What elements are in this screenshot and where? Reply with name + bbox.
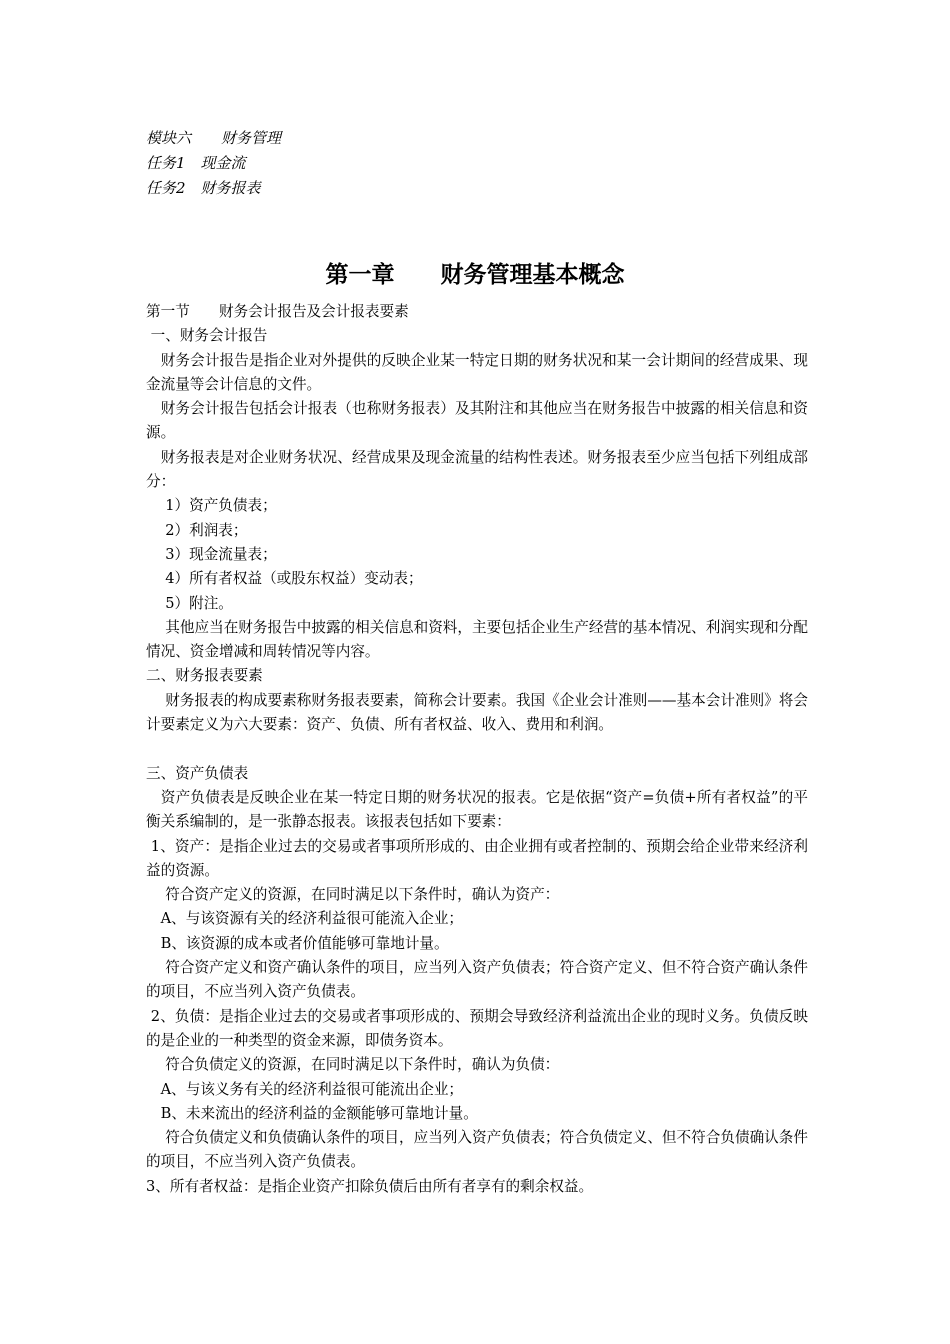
paragraph: 符合负债定义的资源，在同时满足以下条件时，确认为负债： [146,1056,560,1074]
body-text [146,300,808,1199]
paragraph: 财务会计报告包括会计报表（也称财务报表）及其附注和其他应当在财务报告中披露的相关信息和资源。 [146,400,808,442]
chapter-title: 第一章 财务管理基本概念 [325,262,625,288]
paragraph: 5）附注。 [146,594,233,612]
paragraph: 1、资产：是指企业过去的交易或者事项所形成的、由企业拥有或者控制的、预期会给企业带来经济利益的资源。 [146,837,809,879]
task-2-title: 任务2 财务报表 [146,179,261,197]
paragraph: 2、负债：是指企业过去的交易或者事项形成的、预期会导致经济利益流出企业的现时义务。负债反映的是企业的一种类型的资金来源，即债务资本。 [146,1007,809,1049]
paragraph: 财务报表的构成要素称财务报表要素，简称会计要素。我国《企业会计准则——基本会计准则》将会计要素定义为六大要素：资产、负债、所有者权益、收入、费用和利润。 [146,691,808,734]
paragraph: 财务报表是对企业财务状况、经营成果及现金流量的结构性表述。财务报表至少应当包括下列组成部分： [146,448,808,491]
paragraph: 资产负债表是反映企业在某一特定日期的财务状况的报表。它是依据“资产=负债+所有者权益”的平衡关系编制的，是一张静态报表。该报表包括如下要素： [146,788,808,831]
module-header [146,126,281,201]
paragraph: 符合资产定义和资产确认条件的项目，应当列入资产负债表；符合资产定义、但不符合资产确认条件的项目，不应当列入资产负债表。 [146,959,808,1001]
paragraph: 三、资产负债表 [146,764,249,782]
blank-line [146,737,808,761]
paragraph: A、与该资源有关的经济利益很可能流入企业； [146,910,464,928]
paragraph: B、该资源的成本或者价值能够可靠地计量。 [146,934,449,952]
module-title: 模块六 财务管理 [146,129,282,147]
paragraph: 其他应当在财务报告中披露的相关信息和资料，主要包括企业生产经营的基本情况、利润实现和分配情况、资金增减和周转情况等内容。 [146,618,808,661]
paragraph: 符合资产定义的资源，在同时满足以下条件时，确认为资产： [146,886,560,904]
paragraph: 二、财务报表要素 [146,667,263,685]
paragraph: 符合负债定义和负债确认条件的项目，应当列入资产负债表；符合负债定义、但不符合负债确认条件的项目，不应当列入资产负债表。 [146,1129,808,1171]
paragraph: 一、财务会计报告 [146,327,268,345]
paragraph: 3、所有者权益：是指企业资产扣除负债后由所有者享有的剩余权益。 [146,1177,594,1195]
paragraph: 4）所有者权益（或股东权益）变动表； [146,570,423,588]
paragraph: 第一节 财务会计报告及会计报表要素 [146,303,409,320]
paragraph: 2）利润表； [146,521,248,539]
paragraph: B、未来流出的经济利益的金额能够可靠地计量。 [146,1104,478,1122]
paragraph: 3）现金流量表； [146,545,277,563]
paragraph: 财务会计报告是指企业对外提供的反映企业某一特定日期的财务状况和某一会计期间的经营成果、现金流量等会计信息的文件。 [146,351,808,393]
paragraph: 1）资产负债表； [146,497,277,515]
paragraph: A、与该义务有关的经济利益很可能流出企业； [146,1080,464,1098]
task-1-title: 任务1 现金流 [146,154,246,172]
